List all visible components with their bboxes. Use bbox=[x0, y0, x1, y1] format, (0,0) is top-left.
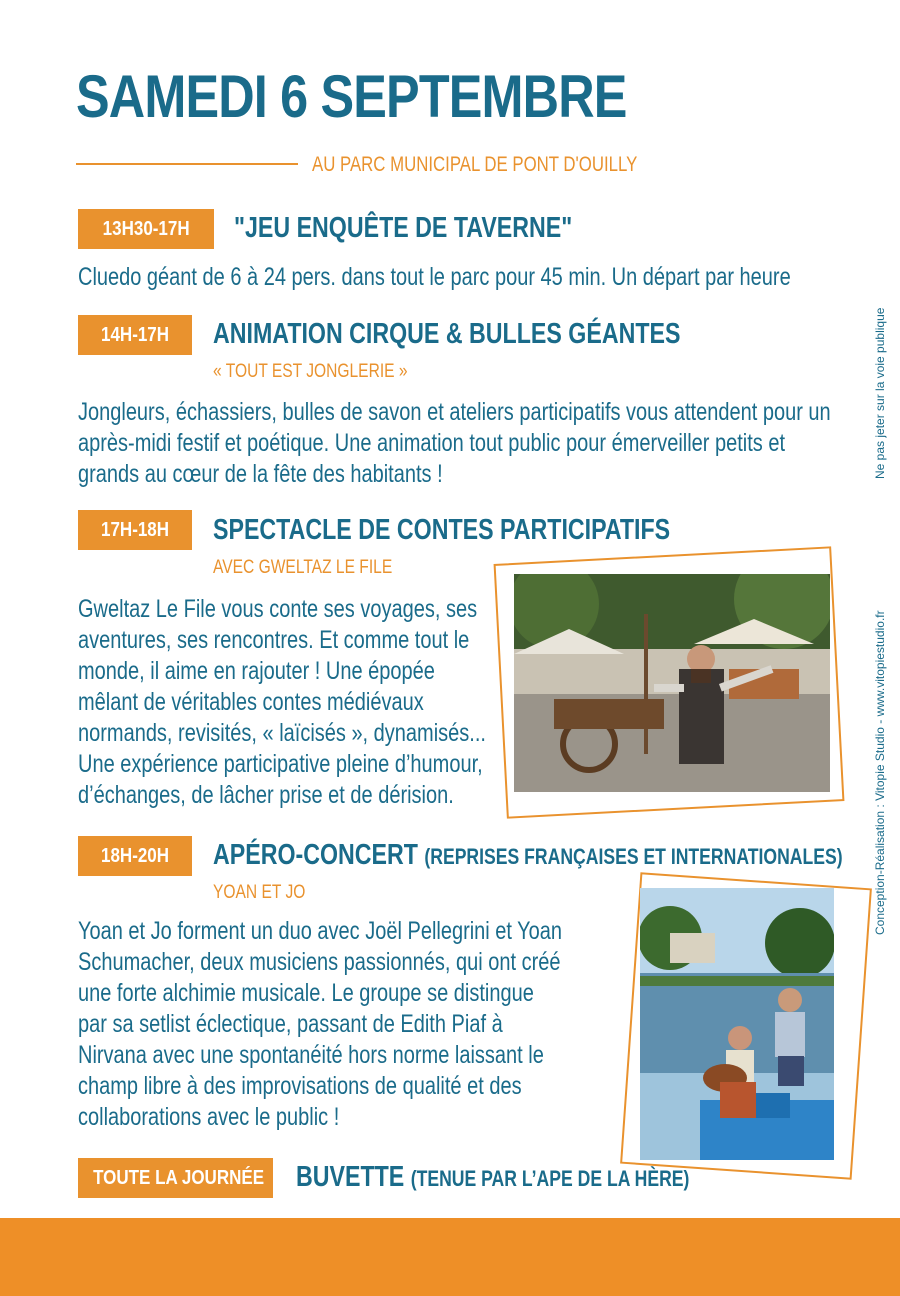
event-time-badge: TOUTE LA JOURNÉE bbox=[78, 1158, 273, 1198]
event-title: APÉRO-CONCERT (REPRISES FRANÇAISES ET INTERNATIONALES) bbox=[213, 839, 843, 871]
title-divider bbox=[76, 163, 298, 165]
event-title: SPECTACLE DE CONTES PARTICIPATIFS bbox=[213, 514, 671, 546]
event-description: Cluedo géant de 6 à 24 pers. dans tout le parc pour 45 min. Un départ par heure bbox=[78, 263, 791, 291]
venue-label: AU PARC MUNICIPAL DE PONT D'OUILLY bbox=[312, 153, 638, 176]
storyteller-photo bbox=[500, 555, 838, 810]
event-subtitle: YOAN ET JO bbox=[213, 882, 306, 903]
event-description: Yoan et Jo forment un duo avec Joël Pellegrini et Yoan Schumacher, deux musiciens passionnés, qui ont créé une forte alchimie musicale. Le groupe se distingue par sa setlist éclectique, passant de Edith Piaf à Nirvana avec une spontanéité hors norme laissant le champ libre à des improvisations de qualité et des collaborations avec le public ! bbox=[78, 917, 563, 1131]
duo-boat-image bbox=[640, 888, 834, 1160]
event-time-badge: 18H-20H bbox=[78, 836, 192, 876]
event-title: BUVETTE (TENUE PAR L’APE DE LA HÈRE) bbox=[296, 1161, 690, 1193]
event-description: Gweltaz Le File vous conte ses voyages, ses aventures, ses rencontres. Et comme tout le monde, il aime en rajouter ! Une épopée mêlant de véritables contes médiévaux normands, revisités, « laïcisés », dynamisés... Une expérience participative pleine d’humour, d’échanges, de lâcher prise et de dérision. bbox=[78, 595, 486, 809]
market-scene-image bbox=[514, 574, 830, 792]
event-subtitle: « TOUT EST JONGLERIE » bbox=[213, 361, 408, 382]
event-time-badge: 13H30-17H bbox=[78, 209, 214, 249]
page-title: SAMEDI 6 SEPTEMBRE bbox=[76, 63, 627, 130]
event-description: Jongleurs, échassiers, bulles de savon et ateliers participatifs vous attendent pour un après-midi festif et poétique. Une animation tout public pour émerveiller petits et grands au cœur de la fête des habitants ! bbox=[78, 398, 831, 488]
duo-photo bbox=[630, 880, 862, 1172]
event-subtitle: AVEC GWELTAZ LE FILE bbox=[213, 557, 393, 578]
event-time-badge: 14H-17H bbox=[78, 315, 192, 355]
event-title: ANIMATION CIRQUE & BULLES GÉANTES bbox=[213, 318, 681, 350]
footer-band bbox=[0, 1218, 900, 1296]
event-time-badge: 17H-18H bbox=[78, 510, 192, 550]
credit-line: Conception-Réalisation : Vitopie Studio - www.vitopiestudio.fr bbox=[873, 610, 887, 935]
event-title: "JEU ENQUÊTE DE TAVERNE" bbox=[234, 212, 573, 244]
disposal-notice: Ne pas jeter sur la voie publique bbox=[873, 307, 887, 479]
